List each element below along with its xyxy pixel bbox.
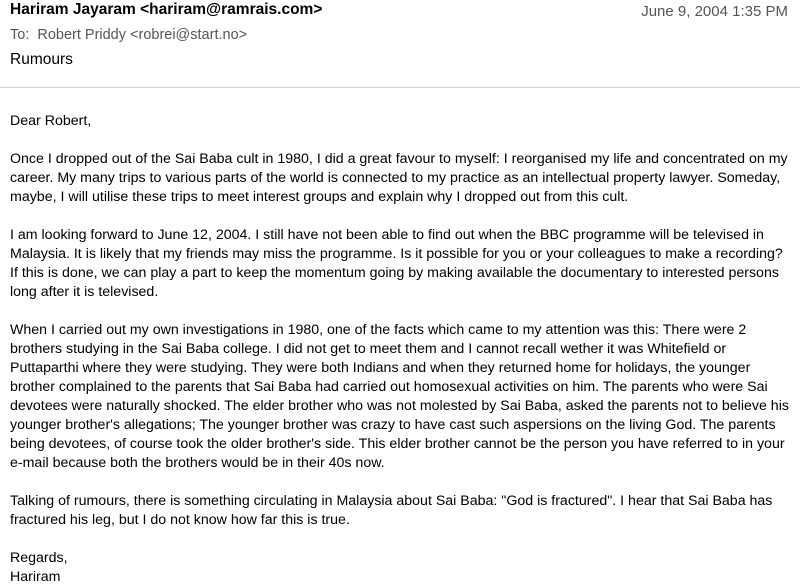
to-label: To:	[10, 27, 30, 43]
body-paragraph-1: Once I dropped out of the Sai Baba cult in 1980, I did a great favour to myself: I reorganised my life and concentrated on my career. My many trips to various parts of the world is connected to my practice as an intellectual property lawyer. Someday, maybe, I will utilise these trips to meet interest groups and explain why I dropped out from this cult.	[10, 151, 788, 205]
body-paragraph-2: I am looking forward to June 12, 2004. I still have not been able to find out when the BBC programme will be televised in Malaysia. It is likely that my friends may miss the programme. Is it possible for you or your colleagues to make a recording? If this is done, we can play a part to keep the momentum going by making available the documentary to interested persons long after it is televised.	[10, 227, 783, 300]
message-subject: Rumours	[10, 51, 73, 68]
signature: Hariram	[10, 569, 61, 585]
closing: Regards,	[10, 550, 68, 566]
recipient[interactable]: Robert Priddy <robrei@start.no>	[37, 27, 248, 43]
signoff	[10, 549, 792, 587]
message-date: June 9, 2004 1:35 PM	[641, 3, 788, 20]
body-paragraph-3: When I carried out my own investigations in 1980, one of the facts which came to my attention was this: There were 2 brothers studying in the Sai Baba college. I did not get to meet them and I cannot recall wether it was Whitefield or Puttaparthi where they were studying. They were both Indians and when they returned home for holidays, the younger brother complained to the parents that Sai Baba had carried out homosexual activities on him. The parents who were Sai devotees were naturally shocked. The elder brother who was not molested by Sai Baba, asked the parents not to believe his younger brother's allegations; The younger brother was crazy to have cast such aspersions on the living God. The parents being devotees, of course took the older brother's side. This elder brother cannot be the person you have referred to in your e-mail because both the brothers would be in their 40s now.	[10, 322, 789, 471]
message-header	[0, 0, 800, 88]
sender[interactable]: Hariram Jayaram <hariram@ramrais.com>	[10, 1, 323, 18]
recipient-line	[10, 27, 247, 43]
body-paragraph-4: Talking of rumours, there is something circulating in Malaysia about Sai Baba: "God is fractured". I hear that Sai Baba has fractured his leg, but I do not know how far this is true.	[10, 493, 773, 528]
greeting: Dear Robert,	[10, 113, 92, 129]
message-body	[10, 112, 792, 587]
